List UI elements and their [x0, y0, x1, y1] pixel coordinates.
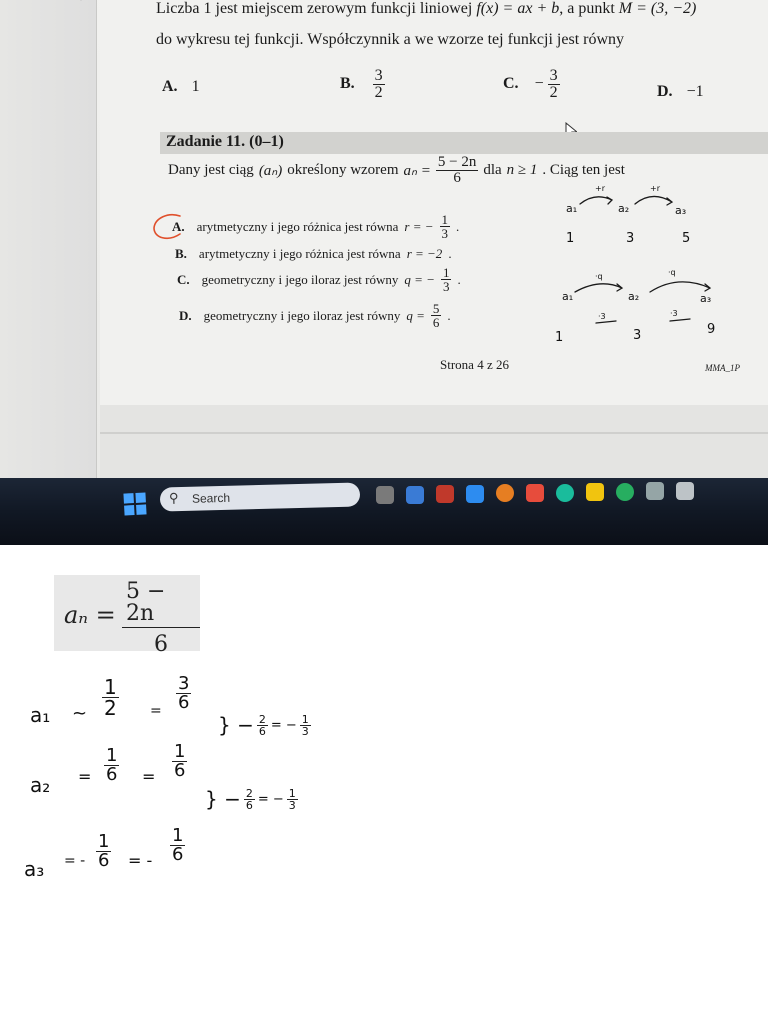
fraction-denominator: 6: [174, 760, 186, 781]
option-a[interactable]: [172, 213, 459, 240]
search-placeholder: Search: [191, 490, 231, 506]
fraction-numerator: 5 − 2n: [437, 154, 477, 170]
taskbar: [0, 478, 768, 545]
row-equals: = -: [128, 851, 153, 870]
selection-circle-mark: [150, 212, 190, 244]
row-operator: = -: [64, 853, 86, 869]
task-text: dla: [483, 162, 502, 178]
option-b[interactable]: [175, 246, 452, 262]
prev-question-function: f(x) = ax + b: [476, 0, 560, 17]
fraction-denominator: 6: [245, 798, 253, 812]
page-number: Strona 4 z 26: [440, 357, 509, 372]
sequence-symbol: (aₙ): [258, 163, 283, 179]
prev-question-text: Liczba 1 jest miejscem zerowym funkcji liniowej: [156, 0, 473, 17]
geo-value-1: 1: [555, 330, 564, 345]
fraction-numerator: 1: [301, 712, 309, 726]
arith-term-2: a₂: [618, 202, 630, 215]
option-letter: C.: [177, 271, 190, 287]
answer-value: 1: [191, 78, 200, 95]
arith-value-3: 5: [682, 231, 691, 246]
task-title: Zadanie 11. (0–1): [166, 133, 284, 150]
answer-fraction: [373, 68, 385, 101]
taskbar-app-icon[interactable]: [436, 485, 454, 503]
row-operator: =: [78, 767, 92, 786]
row-fraction-1: [104, 747, 119, 784]
option-fraction: [441, 266, 452, 293]
windows-start-icon[interactable]: [123, 492, 146, 515]
fraction-numerator: 3: [178, 673, 190, 694]
prev-answer-d[interactable]: [657, 83, 704, 101]
fraction-numerator: 1: [172, 825, 184, 846]
task-text: Dany jest ciąg: [168, 162, 254, 178]
geo-term-1: a₁: [562, 290, 574, 303]
task-header: [160, 132, 768, 154]
fraction-numerator: 1: [98, 831, 110, 852]
fraction-numerator: 1: [106, 745, 118, 766]
fraction-numerator: 1: [441, 212, 449, 227]
option-text: geometryczny i jego iloraz jest równy: [203, 307, 401, 323]
option-letter: B.: [175, 246, 187, 261]
option-end: .: [447, 307, 451, 323]
exam-page: [100, 0, 768, 405]
fraction-numerator: 1: [288, 786, 296, 800]
search-icon: ⚲: [168, 490, 179, 506]
fraction-numerator: 3: [374, 67, 383, 84]
viewer-divider: [100, 432, 768, 434]
option-fraction: [440, 213, 451, 240]
geo-value-3: 9: [707, 322, 716, 337]
side-panel: [0, 0, 97, 490]
fraction-numerator: 1: [174, 741, 186, 762]
fraction-denominator: 6: [98, 850, 110, 871]
prev-answer-c[interactable]: [503, 68, 560, 101]
option-end: .: [448, 246, 452, 261]
task-text: określony wzorem: [287, 162, 399, 178]
fraction-denominator: 6: [432, 315, 440, 330]
formula-image: [54, 575, 200, 657]
diff-fraction-2: [300, 714, 311, 737]
row-equals: =: [142, 767, 156, 786]
note-difference-2: [205, 787, 298, 811]
row-fraction-2: [170, 827, 185, 864]
diff-fraction-1: [244, 788, 255, 811]
diff-prefix: } −: [218, 713, 254, 737]
prev-answer-a[interactable]: [162, 78, 200, 96]
row-term: a₁: [30, 703, 51, 727]
diff-equals: = −: [257, 791, 284, 807]
option-d[interactable]: [179, 302, 451, 329]
arith-value-1: 1: [566, 231, 575, 246]
arith-step-2: +r: [650, 184, 660, 193]
row-term: a₂: [30, 773, 51, 797]
row-term: a₃: [24, 857, 45, 881]
fraction-numerator: 5 − 2n: [122, 581, 200, 628]
option-text: arytmetyczny i jego różnica jest równa: [198, 246, 401, 261]
geo-step-1: ·q: [595, 272, 603, 281]
fraction-denominator: 6: [453, 170, 461, 186]
option-variable: q =: [406, 307, 425, 323]
row-fraction-1: [96, 833, 111, 870]
option-text: geometryczny i jego iloraz jest równy: [201, 271, 399, 287]
geo-mult-2: ·3: [670, 309, 678, 318]
option-fraction: [431, 302, 442, 329]
taskbar-app-icon[interactable]: [586, 483, 604, 501]
fraction-numerator: 3: [549, 67, 558, 84]
prev-question-line1: [156, 0, 696, 18]
task-statement: [168, 155, 625, 186]
fraction-denominator: 3: [301, 724, 309, 738]
taskbar-app-icon[interactable]: [676, 482, 694, 500]
answer-fraction: [548, 68, 560, 101]
option-variable: r = −: [404, 218, 434, 234]
formula-fraction: [436, 155, 478, 186]
row-equals: =: [150, 703, 162, 719]
fraction-denominator: 3: [442, 279, 450, 294]
option-end: .: [457, 271, 461, 287]
geo-step-2: ·q: [668, 268, 676, 277]
diff-equals: = −: [270, 717, 297, 733]
handwritten-arrows: [560, 180, 760, 330]
option-text: arytmetyczny i jego różnica jest równa: [196, 218, 399, 234]
formula-lhs: aₙ =: [64, 601, 116, 629]
taskbar-app-icon[interactable]: [376, 486, 394, 504]
fraction-denominator: 6: [106, 764, 118, 785]
diff-fraction-2: [287, 788, 298, 811]
answer-letter: C.: [503, 75, 519, 93]
answer-letter: B.: [340, 75, 355, 93]
fraction-denominator: 2: [549, 84, 558, 101]
fraction-numerator: 5: [432, 301, 440, 316]
fraction-denominator: 6: [154, 632, 168, 657]
option-letter: D.: [179, 307, 192, 323]
prev-question-text-b: , a punkt: [559, 0, 615, 17]
taskbar-app-icon[interactable]: [496, 484, 514, 502]
option-end: .: [456, 218, 460, 234]
fraction-denominator: 6: [172, 844, 184, 865]
row-fraction-2: [172, 743, 187, 780]
prev-answer-b[interactable]: [340, 68, 385, 101]
fraction-denominator: 3: [288, 798, 296, 812]
row-fraction-1: [102, 677, 119, 718]
taskbar-app-icon[interactable]: [556, 484, 574, 502]
geo-value-2: 3: [633, 328, 642, 343]
fraction-denominator: 2: [104, 696, 117, 720]
taskbar-app-icon[interactable]: [526, 484, 544, 502]
fraction-denominator: 6: [178, 692, 190, 713]
prev-question-line2: do wykresu tej funkcji. Współczynnik a we wzorze tej funkcji jest równy: [156, 31, 625, 48]
answer-letter: D.: [657, 83, 673, 100]
exam-code: MMA_1P: [705, 363, 740, 373]
diff-prefix: } −: [205, 787, 241, 811]
row-fraction-2: [176, 675, 191, 712]
formula-lhs: aₙ =: [403, 163, 431, 179]
condition: n ≥ 1: [506, 162, 538, 178]
taskbar-app-icon[interactable]: [466, 485, 484, 503]
diff-fraction-1: [257, 714, 268, 737]
notes-document: [0, 545, 768, 1024]
fraction-numerator: 2: [245, 786, 253, 800]
prev-question-point: M = (3, −2): [618, 0, 697, 17]
taskbar-app-icon[interactable]: [616, 483, 634, 501]
fraction-denominator: 3: [441, 226, 449, 241]
row-operator: ~: [72, 703, 88, 724]
arith-term-1: a₁: [566, 202, 578, 215]
fraction-denominator: 6: [258, 724, 266, 738]
taskbar-app-icon[interactable]: [646, 482, 664, 500]
option-letter: A.: [172, 218, 185, 234]
fraction-numerator: 1: [104, 675, 117, 699]
arith-step-1: +r: [595, 184, 605, 193]
geo-mult-1: ·3: [598, 312, 606, 321]
geo-term-3: a₃: [700, 292, 712, 305]
formula-fraction: [122, 581, 200, 656]
fraction-numerator: 2: [258, 712, 266, 726]
geo-term-2: a₂: [628, 290, 640, 303]
option-variable: r = −2: [406, 246, 443, 261]
note-difference-1: [218, 713, 311, 737]
taskbar-search[interactable]: [160, 482, 361, 511]
option-variable: q = −: [404, 271, 435, 287]
answer-sign: −: [534, 75, 544, 93]
option-c[interactable]: [177, 266, 461, 293]
taskbar-app-icon[interactable]: [406, 486, 424, 504]
answer-value: −1: [686, 83, 704, 100]
arith-value-2: 3: [626, 231, 635, 246]
answer-letter: A.: [162, 78, 178, 95]
arith-term-3: a₃: [675, 204, 687, 217]
fraction-numerator: 1: [442, 265, 450, 280]
fraction-denominator: 2: [374, 84, 383, 101]
task-text: . Ciąg ten jest: [542, 162, 625, 178]
